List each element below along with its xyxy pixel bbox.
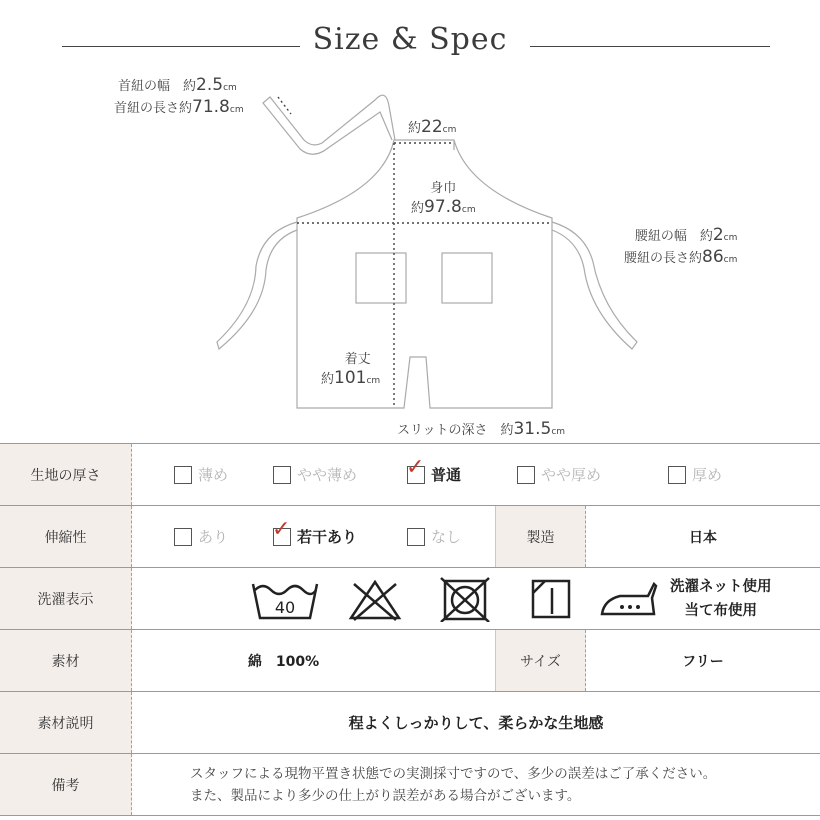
checkbox-thick bbox=[668, 466, 686, 484]
origin-value: 日本 bbox=[586, 506, 820, 568]
label-stretch: 伸縮性 bbox=[0, 506, 132, 568]
option-stretch-yes: あり bbox=[174, 526, 273, 547]
label-material-desc: 素材説明 bbox=[0, 692, 132, 754]
row-material bbox=[0, 630, 820, 692]
option-slightly-thick: やや厚め bbox=[517, 464, 668, 485]
label-washing: 洗濯表示 bbox=[0, 568, 132, 630]
top-width-annotation: 約22cm bbox=[408, 117, 457, 137]
checkbox-stretch-none bbox=[407, 528, 425, 546]
checkbox-stretch-slight bbox=[272, 516, 291, 546]
measure-neck-width bbox=[278, 97, 291, 114]
page-title: Size & Spec bbox=[312, 22, 508, 57]
checkbox-thin bbox=[174, 466, 192, 484]
drip-dry-shade-icon bbox=[528, 576, 574, 622]
svg-text:40: 40 bbox=[274, 597, 296, 617]
washing-note: 洗濯ネット使用 当て布使用 bbox=[670, 578, 772, 619]
label-thickness: 生地の厚さ bbox=[0, 444, 132, 506]
option-thick: 厚め bbox=[668, 464, 722, 485]
label-origin: 製造 bbox=[496, 506, 586, 568]
label-material: 素材 bbox=[0, 630, 132, 692]
material-value: 綿 100% bbox=[132, 630, 496, 692]
check-mark-icon: ✓ bbox=[406, 454, 425, 480]
checkbox-slightly-thick bbox=[517, 466, 535, 484]
no-tumble-dry-icon bbox=[438, 576, 492, 622]
slit-annotation: スリットの深さ 約31.5cm bbox=[397, 419, 566, 439]
option-stretch-none: なし bbox=[407, 526, 461, 547]
label-remarks: 備考 bbox=[0, 754, 132, 816]
row-thickness bbox=[0, 444, 820, 506]
label-size: サイズ bbox=[496, 630, 586, 692]
check-mark-icon: ✓ bbox=[272, 516, 291, 542]
pocket-right bbox=[442, 253, 492, 303]
iron-low-icon bbox=[598, 576, 660, 622]
row-washing bbox=[0, 568, 820, 630]
spec-table bbox=[0, 443, 820, 816]
no-bleach-icon bbox=[348, 576, 402, 622]
option-slightly-thin: やや薄め bbox=[273, 464, 407, 485]
neck-strap bbox=[263, 95, 395, 154]
row-material-desc bbox=[0, 692, 820, 754]
waist-tie-left bbox=[217, 222, 297, 349]
waist-tie-annotation: 腰紐の幅 約2cm 腰紐の長さ約86cm bbox=[624, 225, 738, 267]
neck-strap-annotation: 首紐の幅 約2.5cm 首紐の長さ約71.8cm bbox=[114, 75, 244, 117]
option-stretch-slight: ✓ 若干あり bbox=[272, 516, 358, 546]
checkbox-normal bbox=[406, 454, 425, 484]
checkbox-slightly-thin bbox=[273, 466, 291, 484]
remarks-text: スタッフによる現物平置き状態での実測採寸ですので、多少の誤差はご了承ください。 また、製品により多少の仕上がり誤差がある場合がございます。 bbox=[190, 765, 717, 804]
option-thin: 薄め bbox=[174, 464, 273, 485]
row-remarks bbox=[0, 754, 820, 816]
length-annotation: 着丈 約101cm bbox=[321, 352, 381, 388]
checkbox-stretch-yes bbox=[174, 528, 192, 546]
material-desc-value: 程よくしっかりして、柔らかな生地感 bbox=[132, 692, 820, 754]
row-stretch bbox=[0, 506, 820, 568]
wash-40-icon bbox=[250, 576, 320, 622]
size-value: フリー bbox=[586, 630, 820, 692]
option-normal: ✓ 普通 bbox=[406, 454, 462, 484]
pocket-left bbox=[356, 253, 406, 303]
body-width-annotation: 身巾 約97.8cm bbox=[411, 181, 476, 217]
